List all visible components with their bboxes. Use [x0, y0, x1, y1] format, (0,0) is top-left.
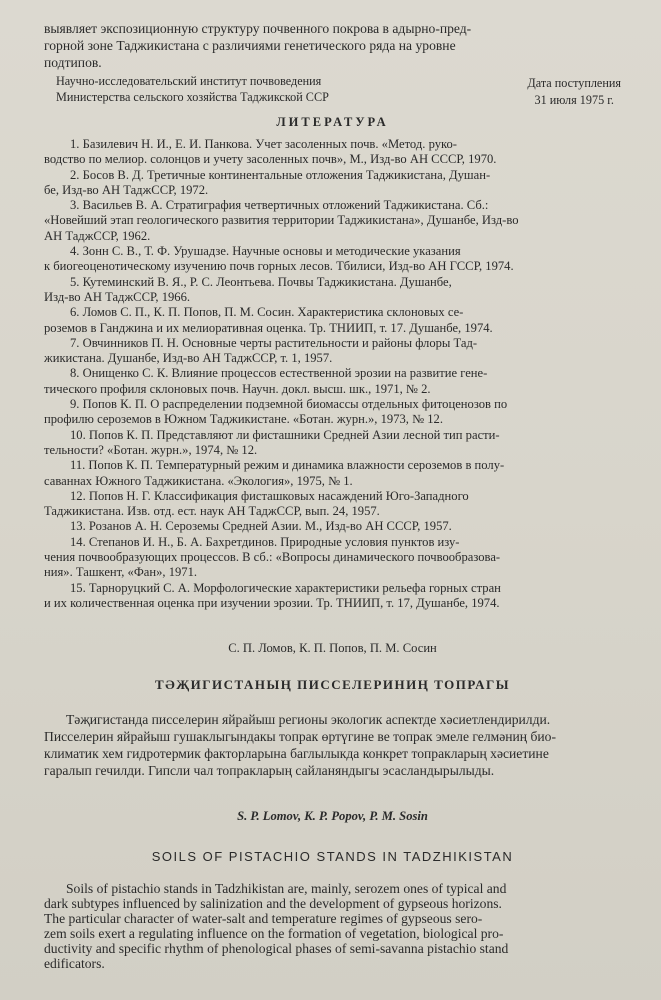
- intro-line: выявляет экспозиционную структуру почвенного покрова в адырно-пред-: [44, 21, 472, 36]
- reference-line: 8. Онищенко С. К. Влияние процессов естественной эрозии на развитие гене-: [70, 366, 488, 381]
- abstract-english: [44, 881, 621, 971]
- abstract-line: климатик хем гидротермик факторларына баглылыкда конкрет топракларың хәсиетине: [44, 746, 549, 762]
- reference-list: [44, 137, 621, 611]
- literature-heading: ЛИТЕРАТУРА: [276, 115, 389, 129]
- reference-line: жикистана. Душанбе, Изд-во АН ТаджССР, т. 1, 1957.: [44, 351, 333, 366]
- abstract-line: zem soils exert a regulating influence on the formation of vegetation, biological pro-: [44, 926, 504, 942]
- reference-item: [44, 489, 621, 520]
- reference-line: 2. Босов В. Д. Третичные континентальные отложения Таджикистана, Душан-: [70, 167, 491, 182]
- reference-line: АН ТаджССР, 1962.: [44, 228, 151, 243]
- reference-line: чения почвообразующих процессов. В сб.: «Вопросы динамического почвообразова-: [44, 550, 501, 565]
- date-label: Дата поступления: [527, 76, 621, 90]
- title-turkmen: ТӘҖИГИСТАНЫҢ ПИССЕЛЕРИНИҢ ТОПРАГЫ: [154, 677, 511, 693]
- institution-line: Научно-исследовательский институт почвоведения: [56, 74, 322, 88]
- abstract-line: The particular character of water-salt and temperature regimes of gypseous sero-: [44, 911, 483, 927]
- institution: [56, 73, 329, 105]
- abstract-line: Soils of pistachio stands in Tadzhikistan are, mainly, serozem ones of typical and: [66, 881, 507, 897]
- authors-english: S. P. Lomov, K. P. Popov, P. M. Sosin: [237, 809, 428, 824]
- reference-line: саваннах Южного Таджикистана. «Экология», 1975, № 1.: [44, 473, 353, 488]
- reference-line: 7. Овчинников П. Н. Основные черты растительности и районы флоры Тад-: [70, 335, 478, 350]
- reference-line: 9. Попов К. П. О распределении подземной биомассы отдельных фитоценозов по: [70, 397, 508, 412]
- reference-line: 4. Зонн С. В., Т. Ф. Урушадзе. Научные основы и методические указания: [70, 244, 461, 259]
- abstract-line: ductivity and specific rhythm of phenological phases of semi-savanna pistachio stand: [44, 941, 509, 957]
- reference-line: бе, Изд-во АН ТаджССР, 1972.: [44, 182, 209, 197]
- reference-line: 3. Васильев В. А. Стратиграфия четвертичных отложений Таджикистана. Сб.:: [70, 198, 489, 213]
- reference-line: профилю сероземов в Южном Таджикистане. «Ботан. журн.», 1973, № 12.: [44, 412, 443, 427]
- reference-line: 15. Тарноруцкий С. А. Морфологические характеристики рельефа горных стран: [70, 580, 501, 595]
- reference-item: [44, 535, 621, 581]
- reference-item: [44, 336, 621, 367]
- abstract-line: dark subtypes influenced by salinization and the development of gypseous horizons.: [44, 896, 502, 912]
- reference-line: ния». Ташкент, «Фан», 1971.: [44, 565, 198, 580]
- abstract-line: Тәҗигистанда писселерин яйрайыш регионы экологик аспектде хәсиетлендирилди.: [66, 712, 551, 728]
- intro-line: горной зоне Таджикистана с различиями генетического ряда на уровне: [44, 38, 456, 53]
- reference-line: 1. Базилевич Н. И., Е. И. Панкова. Учет засоленных почв. «Метод. руко-: [70, 137, 457, 151]
- reference-line: 6. Ломов С. П., К. П. Попов, П. М. Сосин. Характеристика склоновых се-: [70, 305, 464, 320]
- reference-line: и их количественная оценка при изучении эрозии. Тр. ТНИИП, т. 17, Душанбе, 1974.: [44, 595, 500, 610]
- reference-line: 14. Степанов И. Н., Б. А. Бахретдинов. Природные условия пунктов изу-: [70, 534, 460, 549]
- reference-item: [44, 275, 621, 306]
- institution-line: Министерства сельского хозяйства Таджикской ССР: [56, 90, 329, 104]
- intro-line: подтипов.: [44, 55, 102, 70]
- date-value: 31 июля 1975 г.: [534, 93, 614, 107]
- abstract-line: edificators.: [44, 956, 105, 972]
- intro-paragraph: [44, 0, 621, 71]
- abstract-turkmen: [44, 711, 621, 779]
- reference-item: [44, 366, 621, 397]
- abstract-line: Писселерин яйрайыш гушаклыгындакы топрак өртүгине ве топрак эмеле гелмәниң био-: [44, 729, 556, 745]
- reference-line: 5. Кутеминский В. Я., Р. С. Леонтьева. Почвы Таджикистана. Душанбе,: [70, 274, 452, 289]
- reference-item: [44, 428, 621, 459]
- reference-line: тельности? «Ботан. журн.», 1974, № 12.: [44, 442, 258, 457]
- reference-item: [44, 244, 621, 275]
- abstract-line: гаралып гечилди. Гипсли чал топракларың сайланяндыгы эсасландырылыды.: [44, 763, 495, 779]
- reference-line: 11. Попов К. П. Температурный режим и динамика влажности сероземов в полу-: [70, 458, 505, 473]
- reference-item: [44, 458, 621, 489]
- article-meta: [44, 73, 621, 115]
- reference-item: [44, 305, 621, 336]
- reference-line: 10. Попов К. П. Представляют ли фисташники Средней Азии лесной тип расти-: [70, 427, 500, 442]
- reference-line: «Новейший этап геологического развития территории Таджикистана», Душанбе, Изд-во: [44, 213, 519, 228]
- reference-item: [44, 397, 621, 428]
- title-english: SOILS OF PISTACHIO STANDS IN TADZHIKISTAN: [151, 849, 514, 865]
- reference-line: водство по мелиор. солонцов и учету засоленных почв», М., Изд-во АН СССР, 1970.: [44, 152, 497, 167]
- reference-line: роземов в Ганджина и их мелиоративная оценка. Тр. ТНИИП, т. 17. Душанбе, 1974.: [44, 320, 493, 335]
- reference-line: Таджикистана. Изв. отд. ест. наук АН ТаджССР, вып. 24, 1957.: [44, 504, 380, 519]
- reference-line: 12. Попов Н. Г. Классификация фисташковых насаждений Юго-Западного: [70, 488, 469, 503]
- reference-line: Изд-во АН ТаджССР, 1966.: [44, 289, 191, 304]
- reference-item: [44, 519, 621, 534]
- reference-item: [44, 581, 621, 612]
- reference-line: к биогеоценотическому изучению почв горных лесов. Тбилиси, Изд-во АН ГССР, 1974.: [44, 259, 514, 274]
- reference-item: [44, 137, 621, 168]
- reference-line: 13. Розанов А. Н. Сероземы Средней Азии. М., Изд-во АН СССР, 1957.: [70, 519, 452, 534]
- reference-line: тического профиля склоновых почв. Научн. докл. высш. шк., 1971, № 2.: [44, 381, 431, 396]
- received-date: [527, 75, 621, 109]
- reference-item: [44, 168, 621, 199]
- authors-russian: С. П. Ломов, К. П. Попов, П. М. Сосин: [228, 641, 437, 656]
- reference-item: [44, 198, 621, 244]
